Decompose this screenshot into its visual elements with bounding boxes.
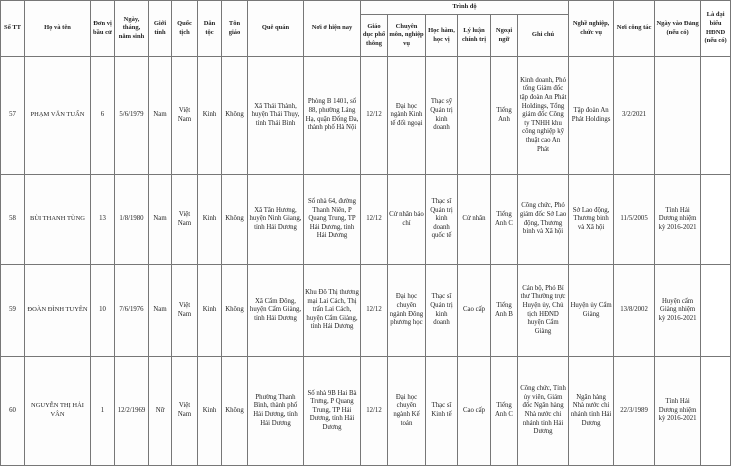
cell-job: Công chức, Phó giám đốc Sở Lao động, Thương binh và Xã hội	[518, 175, 569, 265]
header-job: Nghề nghiệp, chức vụ	[569, 1, 614, 57]
header-dob: Ngày, tháng, năm sinh	[115, 1, 149, 57]
cell-general-edu: 12/12	[361, 265, 388, 357]
cell-dob: 5/6/1979	[115, 57, 149, 175]
cell-residence: Số nhà 64, đường Thanh Niên, P Quang Trung, TP Hải Dương, tỉnh Hải Dương	[304, 175, 361, 265]
cell-gender: Nam	[149, 175, 172, 265]
cell-delegate: Huyện cẩm Giàng nhiệm kỳ 2016-2021	[655, 265, 701, 357]
cell-language: Tiếng Anh B	[491, 265, 518, 357]
cell-ethnicity: Kinh	[198, 57, 222, 175]
cell-workplace: Ngân hàng Nhà nước chi nhánh tỉnh Hải Dương	[569, 357, 614, 466]
cell-party-date: 13/8/2002	[614, 265, 655, 357]
cell-job: Công chức, Tỉnh ủy viên, Giám đốc Ngân hàng Nhà nước chi nhánh tỉnh Hải Dương	[518, 357, 569, 466]
cell-dob: 7/6/1976	[115, 265, 149, 357]
cell-unit: 1	[91, 357, 115, 466]
cell-politics: Cao cấp	[458, 357, 491, 466]
cell-hometown: Xã Tân Hương, huyện Ninh Giang, tỉnh Hải Dương	[248, 175, 304, 265]
header-hometown: Quê quán	[248, 1, 304, 57]
cell-specialty: Đại học ngành Kinh tế đối ngoại	[388, 57, 426, 175]
cell-party-date: 3/2/2021	[614, 57, 655, 175]
cell-specialty: Cử nhân báo chí	[388, 175, 426, 265]
table-row	[1, 357, 731, 466]
cell-delegate	[655, 57, 701, 175]
cell-workplace: Sở Lao động, Thương binh và Xã hội	[569, 175, 614, 265]
header-language: Ngoại ngữ	[491, 15, 518, 57]
cell-stt: 60	[1, 357, 25, 466]
cell-hometown: Xã Cẩm Đông, huyện Cẩm Giàng, tỉnh Hải Dương	[248, 265, 304, 357]
cell-stt: 57	[1, 57, 25, 175]
header-residence: Nơi ở hiện nay	[304, 1, 361, 57]
cell-religion: Không	[222, 357, 248, 466]
cell-ethnicity: Kinh	[198, 357, 222, 466]
cell-general-edu: 12/12	[361, 175, 388, 265]
cell-specialty: Đại học chuyên ngành Kế toán	[388, 357, 426, 466]
cell-unit: 13	[91, 175, 115, 265]
cell-residence: Phòng B 1401, số 88, phường Láng Hạ, quận Đống Đa, thành phố Hà Nội	[304, 57, 361, 175]
cell-nationality: Việt Nam	[172, 357, 198, 466]
cell-unit: 10	[91, 265, 115, 357]
header-workplace: Nơi công tác	[614, 1, 655, 57]
cell-language: Tiếng Anh C	[491, 175, 518, 265]
table-row	[1, 175, 731, 265]
header-gender: Giới tính	[149, 1, 172, 57]
cell-stt: 58	[1, 175, 25, 265]
cell-residence: Khu Đô Thị thương mại Lai Cách, Thị trấn Lai Cách, huyện Cẩm Giàng, tỉnh Hải Dương	[304, 265, 361, 357]
cell-specialty: Đại học chuyên ngành Đông phương học	[388, 265, 426, 357]
cell-language: Tiếng Anh	[491, 57, 518, 175]
cell-gender: Nam	[149, 57, 172, 175]
header-note: Ghi chú	[518, 15, 569, 57]
cell-unit: 6	[91, 57, 115, 175]
header-nationality: Quốc tịch	[172, 1, 198, 57]
cell-general-edu: 12/12	[361, 57, 388, 175]
cell-hometown: Xã Thái Thành, huyện Thái Thụy, tỉnh Thái Bình	[248, 57, 304, 175]
cell-degree: Thạc sĩ Quản trị kinh doanh quốc tế	[426, 175, 458, 265]
header-degree: Học hàm, học vị	[426, 15, 458, 57]
cell-gender: Nữ	[149, 357, 172, 466]
header-general-edu: Giáo dục phổ thông	[361, 15, 388, 57]
cell-party-date: 22/3/1989	[614, 357, 655, 466]
cell-religion: Không	[222, 265, 248, 357]
cell-name: ĐOÀN ĐÌNH TUYÊN	[25, 265, 91, 357]
cell-dob: 1/8/1980	[115, 175, 149, 265]
cell-ethnicity: Kinh	[198, 175, 222, 265]
cell-workplace: Tập đoàn An Phát Holdings	[569, 57, 614, 175]
header-name: Họ và tên	[25, 1, 91, 57]
table-row	[1, 265, 731, 357]
cell-politics: Cử nhân	[458, 175, 491, 265]
cell-dob: 12/2/1969	[115, 357, 149, 466]
cell-degree: Thạc sĩ Quản trị kinh doanh	[426, 265, 458, 357]
cell-language: Tiếng Anh C	[491, 357, 518, 466]
header-unit: Đơn vị bầu cử	[91, 1, 115, 57]
cell-delegate: Tỉnh Hải Dương nhiệm kỳ 2016-2021	[655, 357, 701, 466]
cell-nationality: Việt Nam	[172, 57, 198, 175]
cell-party-date: 11/5/2005	[614, 175, 655, 265]
cell-general-edu: 12/12	[361, 357, 388, 466]
cell-degree: Thạc sỹ Quản trị kinh doanh	[426, 57, 458, 175]
cell-workplace: Huyện ủy Cẩm Giàng	[569, 265, 614, 357]
cell-delegate: Tỉnh Hải Dương nhiệm kỳ 2016-2021	[655, 175, 701, 265]
header-party-date: Ngày vào Đảng (nếu có)	[655, 1, 701, 57]
cell-ethnicity: Kinh	[198, 265, 222, 357]
cell-note	[701, 357, 731, 466]
cell-hometown: Phường Thanh Bình, thành phố Hải Dương, tỉnh Hải Dương	[248, 357, 304, 466]
header-stt: Số TT	[1, 1, 25, 57]
cell-note	[701, 265, 731, 357]
header-ethnicity: Dân tộc	[198, 1, 222, 57]
cell-job: Cán bộ, Phó Bí thư Thường trực Huyện ủy, Chủ tịch HĐND huyện Cẩm Giàng	[518, 265, 569, 357]
header-delegate: Là đại biểu HĐND (nếu có)	[701, 1, 731, 57]
cell-nationality: Việt Nam	[172, 175, 198, 265]
cell-religion: Không	[222, 57, 248, 175]
cell-note	[701, 57, 731, 175]
cell-name: BÙI THANH TÙNG	[25, 175, 91, 265]
cell-gender: Nam	[149, 265, 172, 357]
cell-politics: Cao cấp	[458, 265, 491, 357]
cell-nationality: Việt Nam	[172, 265, 198, 357]
cell-politics	[458, 57, 491, 175]
cell-note	[701, 175, 731, 265]
cell-residence: Số nhà 9B Hai Bà Trưng, P Quang Trung, TP Hải Dương, tỉnh Hải Dương	[304, 357, 361, 466]
cell-name: NGUYỄN THỊ HẢI VÂN	[25, 357, 91, 466]
header-specialty: Chuyên môn, nghiệp vụ	[388, 15, 426, 57]
header-education-group: Trình độ	[361, 1, 569, 15]
header-religion: Tôn giáo	[222, 1, 248, 57]
cell-degree: Thạc sĩ Kinh tế	[426, 357, 458, 466]
header-politics: Lý luận chính trị	[458, 15, 491, 57]
cell-religion: Không	[222, 175, 248, 265]
cell-job: Kinh doanh, Phó tổng Giám đốc tập đoàn An Phát Holdings, Tổng giám đốc Công ty TNHH khu công nghiệp kỹ thuật cao An Phát	[518, 57, 569, 175]
cell-stt: 59	[1, 265, 25, 357]
table-row	[1, 57, 731, 175]
cell-name: PHẠM VĂN TUẤN	[25, 57, 91, 175]
